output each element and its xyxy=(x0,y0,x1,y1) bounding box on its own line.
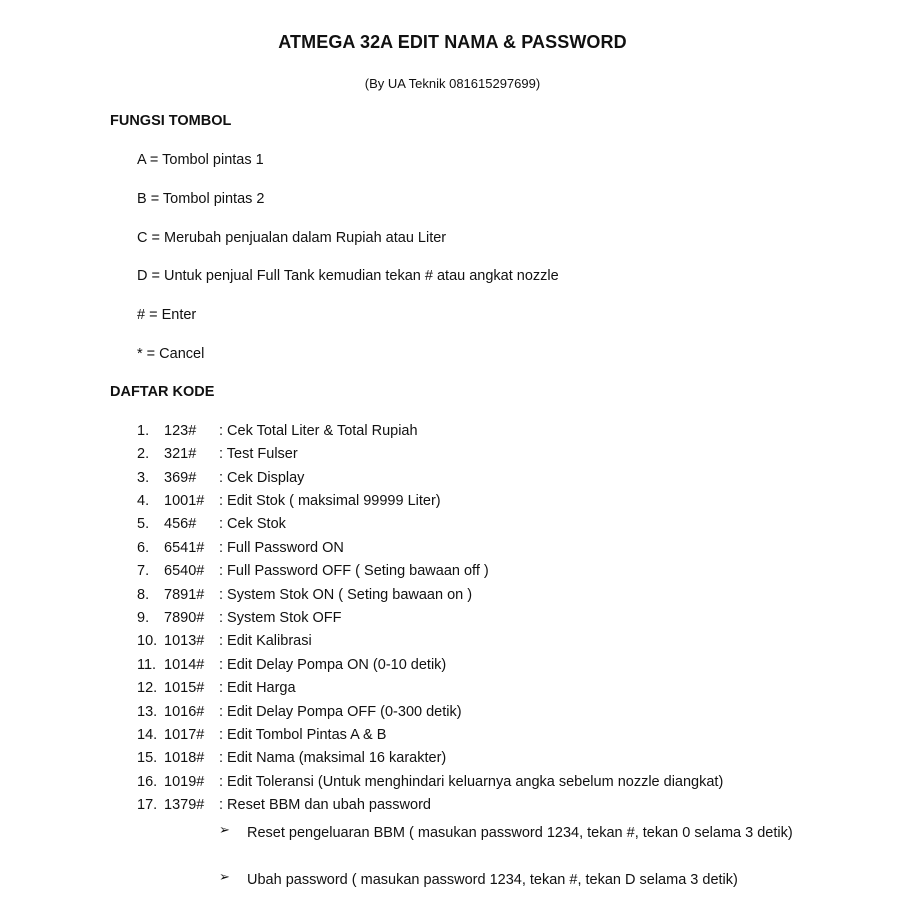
item-code: 456# xyxy=(164,516,197,532)
item-description: : Cek Stok xyxy=(219,516,286,532)
item-code: 1016# xyxy=(164,704,205,720)
fungsi-item-d: D = Untuk penjual Full Tank kemudian tekan # atau angkat nozzle xyxy=(137,268,559,284)
item-number: 11. xyxy=(137,657,157,673)
item-number: 16. xyxy=(137,774,158,790)
item-code: 1019# xyxy=(164,774,205,790)
item-code: 7890# xyxy=(164,610,205,626)
item-number: 14. xyxy=(137,727,158,743)
item-description: : System Stok ON ( Seting bawaan on ) xyxy=(219,587,473,603)
item-number: 12. xyxy=(137,680,158,696)
item-code: 369# xyxy=(164,470,197,486)
item-code: 1015# xyxy=(164,680,205,696)
item-number: 9. xyxy=(137,610,150,626)
item-description: : System Stok OFF xyxy=(219,610,342,626)
document-title: ATMEGA 32A EDIT NAMA & PASSWORD xyxy=(278,32,627,52)
sub-item-text: Reset pengeluaran BBM ( masukan password 1234, tekan #, tekan 0 selama 3 detik) xyxy=(247,825,793,841)
item-code: 1017# xyxy=(164,727,205,743)
fungsi-item-a: A = Tombol pintas 1 xyxy=(137,152,264,168)
item-number: 2. xyxy=(137,446,150,462)
fungsi-item-c: C = Merubah penjualan dalam Rupiah atau Liter xyxy=(137,230,447,246)
fungsi-item-enter: # = Enter xyxy=(137,307,197,323)
item-description: : Edit Nama (maksimal 16 karakter) xyxy=(219,750,447,766)
document-subtitle: (By UA Teknik 081615297699) xyxy=(364,76,541,91)
item-number: 17. xyxy=(137,797,158,813)
item-description: : Edit Delay Pompa ON (0-10 detik) xyxy=(219,657,447,673)
sub-item-text: Ubah password ( masukan password 1234, tekan #, tekan D selama 3 detik) xyxy=(247,872,738,888)
item-number: 4. xyxy=(137,493,150,509)
item-number: 1. xyxy=(137,423,150,439)
item-number: 3. xyxy=(137,470,150,486)
fungsi-item-cancel: * = Cancel xyxy=(137,346,205,362)
item-description: : Edit Harga xyxy=(219,680,296,696)
item-number: 8. xyxy=(137,587,150,603)
item-number: 15. xyxy=(137,750,158,766)
item-description: : Reset BBM dan ubah password xyxy=(219,797,431,813)
item-description: : Edit Stok ( maksimal 99999 Liter) xyxy=(219,493,441,509)
item-description: : Edit Kalibrasi xyxy=(219,633,312,649)
item-code: 7891# xyxy=(164,587,205,603)
section-heading-daftar-kode: DAFTAR KODE xyxy=(110,384,215,400)
arrow-bullet-icon: ➢ xyxy=(219,822,230,837)
item-number: 13. xyxy=(137,704,158,720)
item-description: : Edit Tombol Pintas A & B xyxy=(219,727,387,743)
item-description: : Full Password ON xyxy=(219,540,344,556)
item-code: 6541# xyxy=(164,540,205,556)
item-number: 10. xyxy=(137,633,158,649)
item-code: 1379# xyxy=(164,797,205,813)
item-code: 6540# xyxy=(164,563,205,579)
item-code: 1013# xyxy=(164,633,205,649)
item-description: : Cek Total Liter & Total Rupiah xyxy=(219,423,418,439)
item-description: : Cek Display xyxy=(219,470,305,486)
item-description: : Full Password OFF ( Seting bawaan off ) xyxy=(219,563,489,579)
item-number: 6. xyxy=(137,540,150,556)
item-description: : Edit Toleransi (Untuk menghindari keluarnya angka sebelum nozzle diangkat) xyxy=(219,774,724,790)
item-number: 7. xyxy=(137,563,150,579)
fungsi-item-b: B = Tombol pintas 2 xyxy=(137,191,265,207)
item-description: : Test Fulser xyxy=(219,446,298,462)
item-code: 321# xyxy=(164,446,197,462)
item-number: 5. xyxy=(137,516,150,532)
item-code: 1018# xyxy=(164,750,205,766)
section-heading-fungsi-tombol: FUNGSI TOMBOL xyxy=(110,113,232,129)
arrow-bullet-icon: ➢ xyxy=(219,869,230,884)
item-code: 123# xyxy=(164,423,197,439)
item-code: 1001# xyxy=(164,493,205,509)
item-code: 1014# xyxy=(164,657,205,673)
item-description: : Edit Delay Pompa OFF (0-300 detik) xyxy=(219,704,462,720)
